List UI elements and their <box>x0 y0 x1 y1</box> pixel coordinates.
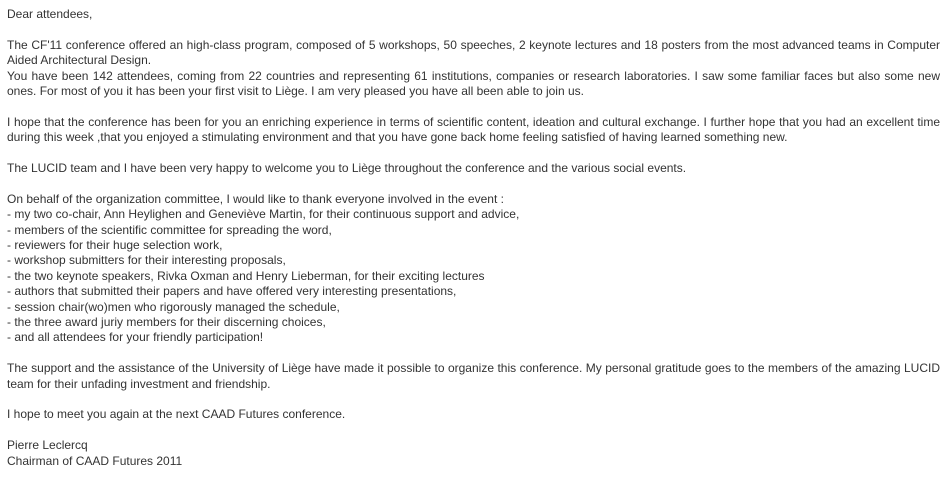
thanks-intro: On behalf of the organization committee, I would like to thank everyone involved in the event : <box>7 191 504 206</box>
thanks-item: - the two keynote speakers, Rivka Oxman and Henry Lieberman, for their exciting lectures <box>7 268 485 283</box>
paragraph-closing: I hope to meet you again at the next CAAD Futures conference. <box>7 407 346 422</box>
thanks-list <box>7 207 940 346</box>
thanks-item: - authors that submitted their papers and have offered very interesting presentations, <box>7 284 457 299</box>
thanks-section <box>7 192 940 346</box>
thanks-item: - session chair(wo)men who rigorously managed the schedule, <box>7 299 340 314</box>
greeting: Dear attendees, <box>7 7 93 21</box>
thanks-item: - reviewers for their huge selection work, <box>7 238 223 253</box>
letter-body <box>7 7 940 469</box>
signature <box>7 438 940 469</box>
paragraph-attendees-text: You have been 142 attendees, coming from 22 countries and representing 61 institutions, companies or research laboratories. I saw some familiar faces but also some new ones. For most of you it has been your first visit to Liège. I am very pleased you have all been able to join us. <box>7 68 940 99</box>
thanks-item: - the three award juriy members for their discerning choices, <box>7 315 326 330</box>
signature-title: Chairman of CAAD Futures 2011 <box>7 453 183 468</box>
paragraph-welcome: The LUCID team and I have been very happy to welcome you to Liège throughout the conference and the various social events. <box>7 161 687 176</box>
thanks-item: - members of the scientific committee for spreading the word, <box>7 222 332 237</box>
paragraph-program <box>7 38 940 100</box>
paragraph-gratitude: The support and the assistance of the University of Liège have made it possible to organize this conference. My personal gratitude goes to the members of the amazing LUCID team for their unfading investment and friendship. <box>7 361 940 391</box>
thanks-item: - my two co-chair, Ann Heylighen and Geneviève Martin, for their continuous support and advice, <box>7 207 520 222</box>
thanks-item: - and all attendees for your friendly participation! <box>7 330 264 345</box>
paragraph-program-text: The CF'11 conference offered an high-class program, composed of 5 workshops, 50 speeches, 2 keynote lectures and 18 posters from the most advanced teams in Computer Aided Architectural Design. <box>7 37 940 68</box>
signature-name: Pierre Leclercq <box>7 438 88 453</box>
paragraph-experience: I hope that the conference has been for you an enriching experience in terms of scientific content, ideation and cultural exchange. I further hope that you had an excellent time during this week ,that you enjoyed a stimulating environment and that you have gone back home feeling satisfied of having learned something new. <box>7 114 940 145</box>
thanks-item: - workshop submitters for their interesting proposals, <box>7 253 286 268</box>
